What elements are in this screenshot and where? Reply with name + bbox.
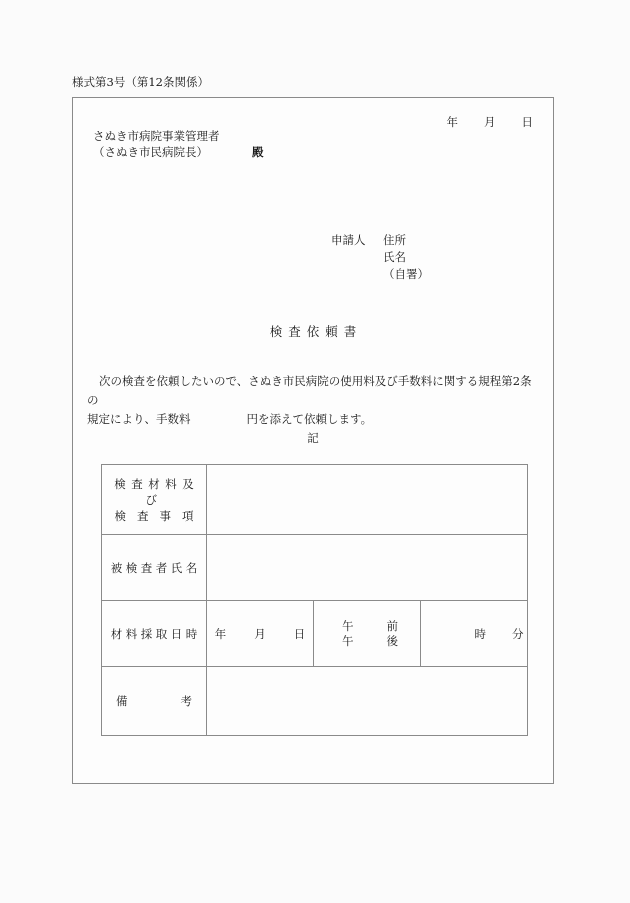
am-suffix: 前	[386, 618, 398, 633]
inspection-material-input[interactable]	[207, 465, 528, 535]
examinee-name-input[interactable]	[207, 535, 528, 601]
body-line-1: 次の検査を依頼したいので、さぬき市民病院の使用料及び手数料に関する規程第2条の	[87, 374, 532, 407]
table-row	[102, 667, 528, 736]
applicant-address-line	[331, 232, 429, 249]
body-line-2-suffix: 円を添えて依頼します。	[246, 412, 373, 426]
sampling-date-input[interactable]	[207, 601, 314, 667]
body-line-2	[87, 410, 543, 429]
applicant-address-label: 住所	[383, 233, 406, 247]
am-prefix: 午	[342, 618, 354, 633]
row-header-remarks	[102, 667, 207, 736]
applicant-signature-label: （自署）	[383, 267, 429, 281]
row-header-sampling-datetime	[102, 601, 207, 667]
addressee-block	[93, 128, 264, 160]
row-header-line-2: 検査事項	[114, 508, 205, 523]
am-option	[314, 619, 420, 634]
row-header-line-1: 被検査者氏名	[110, 560, 201, 575]
body-paragraph	[87, 372, 543, 429]
pm-option	[314, 634, 420, 649]
sampling-month-label: 月	[254, 626, 266, 641]
date-month-label: 月	[484, 115, 496, 129]
applicant-signature-line	[331, 266, 429, 283]
applicant-name-label: 氏名	[383, 250, 406, 264]
addressee-honorific: 殿	[252, 145, 264, 159]
table-row	[102, 535, 528, 601]
addressee-line-2-text: （さぬき市民病院長）	[93, 145, 208, 159]
am-pm-selector[interactable]	[314, 601, 421, 667]
sampling-year-label: 年	[214, 626, 227, 641]
body-line-2-prefix: 規定により、手数料	[87, 412, 191, 426]
table-row	[102, 601, 528, 667]
pm-suffix: 後	[386, 633, 398, 648]
row-header-line-1: 材料採取日時	[110, 626, 201, 641]
date-year-label: 年	[446, 115, 458, 129]
row-header-inspection-material	[102, 465, 207, 535]
hour-label: 時	[474, 626, 486, 641]
applicant-name-line	[331, 249, 429, 266]
minute-label: 分	[512, 626, 524, 641]
pm-prefix: 午	[342, 633, 354, 648]
row-header-line-1: 備 考	[116, 694, 192, 708]
addressee-line-1: さぬき市病院事業管理者	[93, 129, 220, 143]
document-title: 検査依頼書	[269, 324, 363, 339]
date-line	[447, 114, 534, 130]
sampling-time-input[interactable]	[421, 601, 528, 667]
row-header-line-1: 検査材料及び	[114, 476, 200, 507]
remarks-input[interactable]	[207, 667, 528, 736]
table-row	[102, 465, 528, 535]
document-frame	[72, 97, 554, 784]
applicant-label: 申請人	[331, 233, 366, 247]
ki-mark: 記	[307, 431, 319, 445]
request-table	[101, 464, 528, 736]
sampling-day-label: 日	[293, 626, 306, 641]
date-day-label: 日	[521, 115, 533, 129]
addressee-line-2	[93, 144, 264, 160]
form-number-label: 様式第3号（第12条関係）	[72, 75, 209, 89]
row-header-examinee-name	[102, 535, 207, 601]
applicant-block	[331, 232, 429, 283]
